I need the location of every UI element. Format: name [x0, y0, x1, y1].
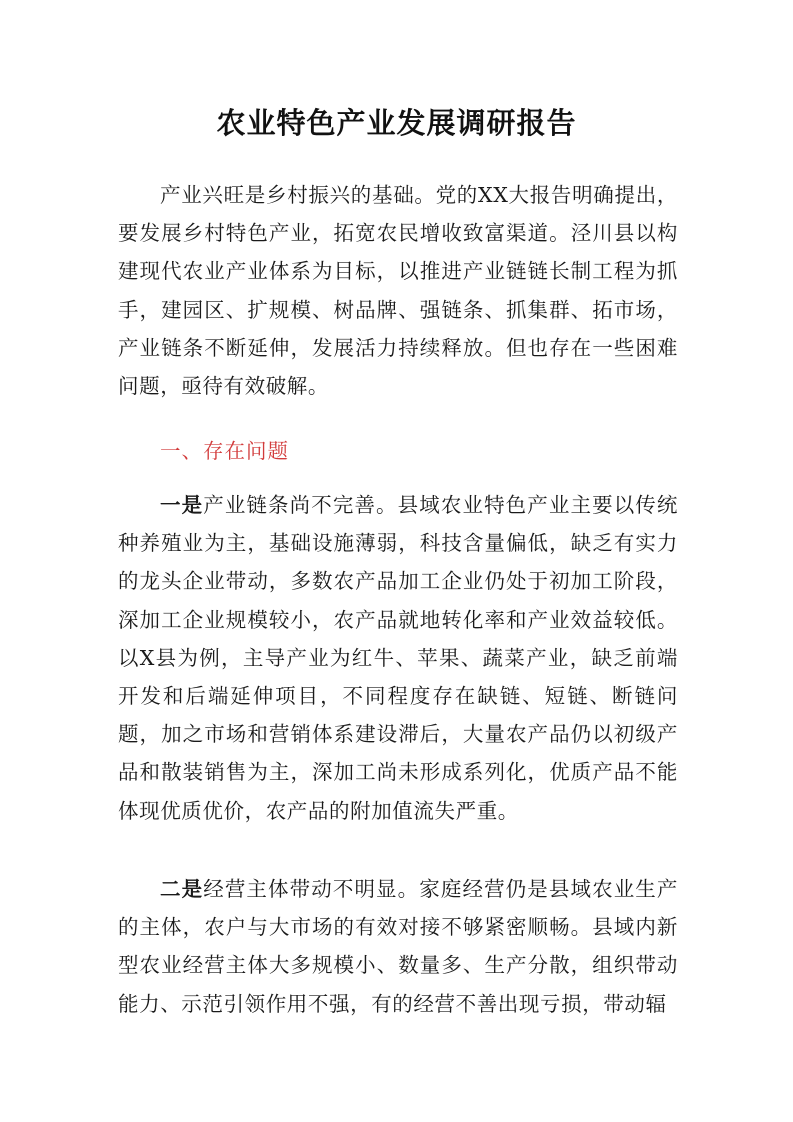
document-title: 农业特色产业发展调研报告 — [216, 106, 577, 140]
point-one-paragraph — [118, 486, 678, 830]
point-two-text: 经营主体带动不明显。家庭经营仍是县域农业生产的主体，农户与大市场的有效对接不够紧密顺畅。县域内新型农业经营主体大多规模小、数量多、生产分散，组织带动能力、示范引领作用不强，有的经营不善出现亏损，带动辐 — [118, 877, 679, 1016]
intro-paragraph: 产业兴旺是乡村振兴的基础。党的XX大报告明确提出，要发展乡村特色产业，拓宽农民增收致富渠道。泾川县以构建现代农业产业体系为目标，以推进产业链链长制工程为抓手，建园区、扩规模、树品牌、强链条、抓集群、拓市场，产业链条不断延伸，发展活力持续释放。但也存在一些困难问题，亟待有效破解。 — [118, 183, 678, 399]
point-one-lead: 一是 — [160, 493, 204, 517]
section-heading: 一、存在问题 — [160, 439, 289, 463]
point-two-lead: 二是 — [160, 877, 204, 901]
point-two-paragraph — [118, 870, 678, 1023]
point-one-text: 产业链条尚不完善。县域农业特色产业主要以传统种养殖业为主，基础设施薄弱，科技含量偏低，缺乏有实力的龙头企业带动，多数农产品加工企业仍处于初加工阶段，深加工企业规模较小，农产品就地转化率和产业效益较低。以X县为例，主导产业为红牛、苹果、蔬菜产业，缺乏前端开发和后端延伸项目，不同程度存在缺链、短链、断链问题，加之市场和营销体系建设滞后，大量农产品仍以初级产品和散装销售为主，深加工尚未形成系列化，优质产品不能体现优质优价，农产品的附加值流失严重。 — [118, 493, 679, 823]
